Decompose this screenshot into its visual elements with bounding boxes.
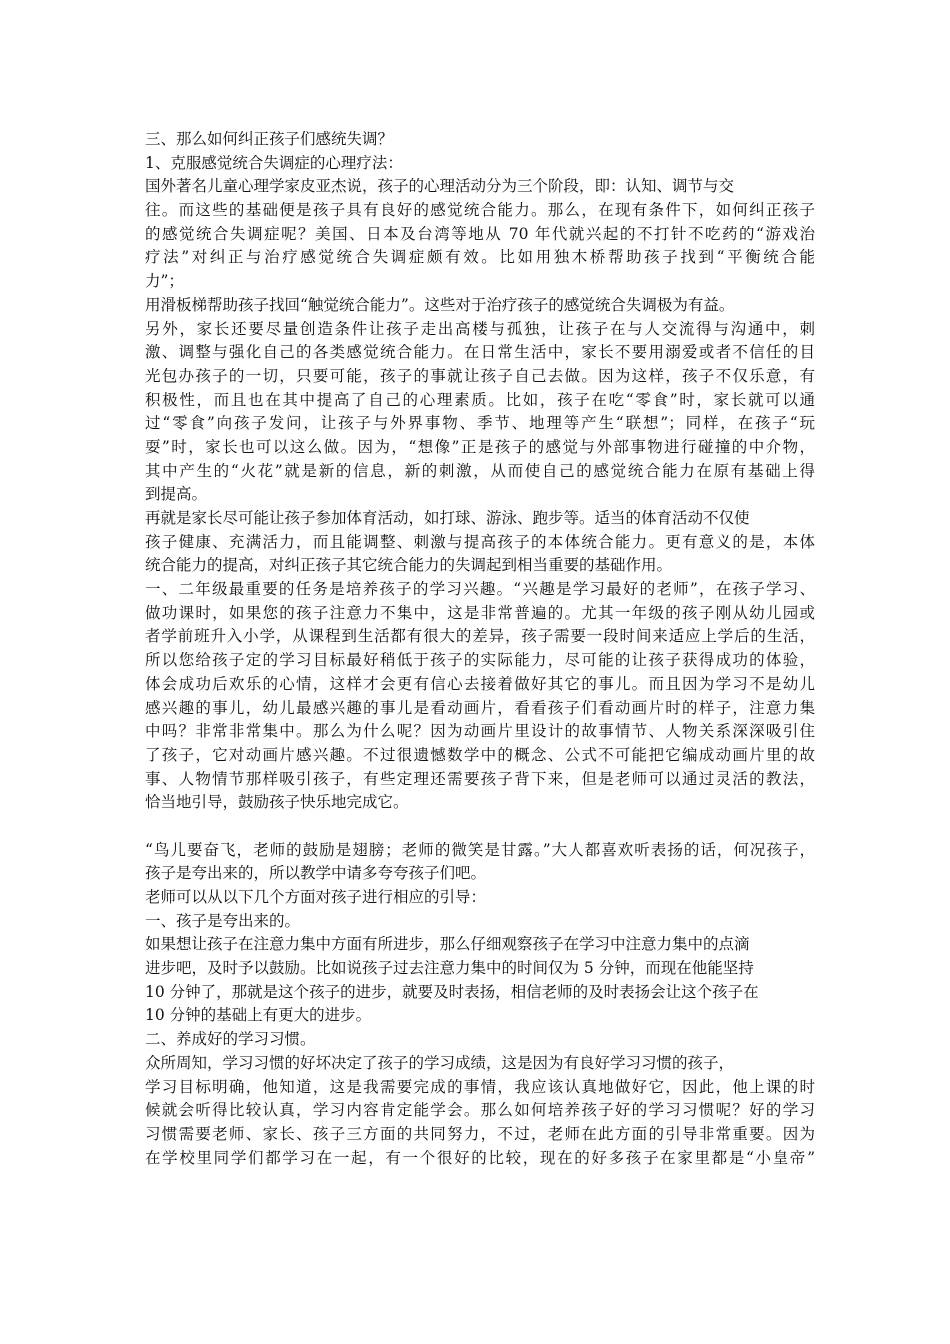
text-line: 孩子健康、充满活力，而且能调整、刺激与提高孩子的本体统合能力。更有意义的是，本体 <box>145 532 815 551</box>
text-line: 孩子是夸出来的，所以教学中请多夸夸孩子们吧。 <box>145 864 487 883</box>
text-line: 感兴趣的事儿，幼儿最感兴趣的事儿是看动画片，看看孩子们看动画片时的样子，注意力集 <box>145 698 815 717</box>
text-line: 往。而这些的基础便是孩子具有良好的感觉统合能力。那么，在现有条件下，如何纠正孩子 <box>145 201 815 220</box>
text-line: 过“零食”向孩子发问，让孩子与外界事物、季节、地理等产生“联想”；同样，在孩子“玩 <box>145 414 815 433</box>
text-line: 如果想让孩子在注意力集中方面有所进步，那么仔细观察孩子在学习中注意力集中的点滴 <box>145 935 750 954</box>
text-line: 的感觉统合失调症呢？美国、日本及台湾等地从 70 年代就兴起的不打针不吃药的“游戏治 <box>145 224 815 243</box>
text-line: 做功课时，如果您的孩子注意力不集中，这是非常普遍的。尤其一年级的孩子刚从幼儿园或 <box>145 603 815 622</box>
text-line: 者学前班升入小学，从课程到生活都有很大的差异，孩子需要一段时间来适应上学后的生活， <box>145 627 815 646</box>
text-line: 积极性，而且也在其中提高了自己的心理素质。比如，孩子在吃“零食”时，家长就可以通 <box>145 390 815 409</box>
text-line: 学习目标明确，他知道，这是我需要完成的事情，我应该认真地做好它，因此，他上课的时 <box>145 1077 815 1096</box>
document-body <box>145 128 815 1170</box>
text-line: 所以您给孩子定的学习目标最好稍低于孩子的实际能力，尽可能的让孩子获得成功的体验， <box>145 651 815 670</box>
text-line: 统合能力的提高，对纠正孩子其它统合能力的失调起到相当重要的基础作用。 <box>145 556 673 575</box>
text-line: 一、二年级最重要的任务是培养孩子的学习兴趣。“兴趣是学习最好的老师”，在孩子学习、 <box>145 580 815 599</box>
text-line: 恰当地引导，鼓励孩子快乐地完成它。 <box>145 793 409 812</box>
text-line: 候就会听得比较认真，学习内容肯定能学会。那么如何培养孩子好的学习习惯呢？好的学习 <box>145 1101 815 1120</box>
text-line: 老师可以从以下几个方面对孩子进行相应的引导： <box>145 888 487 906</box>
text-line: 国外著名儿童心理学家皮亚杰说，孩子的心理活动分为三个阶段，即：认知、调节与交 <box>145 177 735 196</box>
text-line: 用滑板梯帮助孩子找回“触觉统合能力”。这些对于治疗孩子的感觉统合失调极为有益。 <box>145 295 735 314</box>
text-line: 另外，家长还要尽量创造条件让孩子走出高楼与孤独，让孩子在与人交流得与沟通中，刺 <box>145 319 815 338</box>
text-line: 众所周知，学习习惯的好坏决定了孩子的学习成绩，这是因为有良好学习习惯的孩子， <box>145 1053 735 1072</box>
text-line: 在学校里同学们都学习在一起，有一个很好的比较，现在的好多孩子在家里都是“小皇帝” <box>145 1148 815 1167</box>
text-line: 力”； <box>145 272 184 291</box>
text-line: 疗法”对纠正与治疗感觉统合失调症颇有效。比如用独木桥帮助孩子找到“平衡统合能 <box>145 248 815 267</box>
text-line: 1、克服感觉统合失调症的心理疗法： <box>145 153 403 172</box>
text-line: 体会成功后欢乐的心情，这样才会更有信心去接着做好其它的事儿。而且因为学习不是幼儿 <box>145 674 815 693</box>
text-line: 激、调整与强化自己的各类感觉统合能力。在日常生活中，家长不要用溺爱或者不信任的目 <box>145 343 815 362</box>
text-line: 习惯需要老师、家长、孩子三方面的共同努力，不过，老师在此方面的引导非常重要。因为 <box>145 1124 815 1143</box>
text-line: 二、养成好的学习习惯。 <box>145 1030 316 1049</box>
text-line: 光包办孩子的一切，只要可能，孩子的事就让孩子自己去做。因为这样，孩子不仅乐意，有 <box>145 366 815 385</box>
text-line: 其中产生的“火花”就是新的信息，新的刺激，从而使自己的感觉统合能力在原有基础上得 <box>145 461 815 480</box>
text-line: 到提高。 <box>145 485 208 504</box>
text-line: 再就是家长尽可能让孩子参加体育活动，如打球、游泳、跑步等。适当的体育活动不仅使 <box>145 509 750 527</box>
text-line: 耍”时，家长也可以这么做。因为，“想像”正是孩子的感觉与外部事物进行碰撞的中介物， <box>145 437 815 456</box>
blank-line <box>145 815 815 839</box>
text-line: 了孩子，它对动画片感兴趣。不过很遗憾数学中的概念、公式不可能把它编成动画片里的故 <box>145 745 815 764</box>
text-line: 事、人物情节那样吸引孩子，有些定理还需要孩子背下来，但是老师可以通过灵活的教法， <box>145 769 815 788</box>
text-line: 中吗？非常非常集中。那么为什么呢？因为动画片里设计的故事情节、人物关系深深吸引住 <box>145 722 815 741</box>
text-line: 一、孩子是夸出来的。 <box>145 911 301 930</box>
text-line: 10 分钟的基础上有更大的进步。 <box>145 1006 372 1025</box>
text-line: 进步吧，及时予以鼓励。比如说孩子过去注意力集中的时间仅为 5 分钟，而现在他能坚持 <box>145 959 754 978</box>
text-line: 10 分钟了，那就是这个孩子的进步，就要及时表扬，相信老师的及时表扬会让这个孩子在 <box>145 982 759 1001</box>
text-line: “鸟儿要奋飞，老师的鼓励是翅膀；老师的微笑是甘露。”大人都喜欢听表扬的话，何况孩子， <box>145 840 815 859</box>
text-line: 三、那么如何纠正孩子们感统失调？ <box>145 130 394 148</box>
